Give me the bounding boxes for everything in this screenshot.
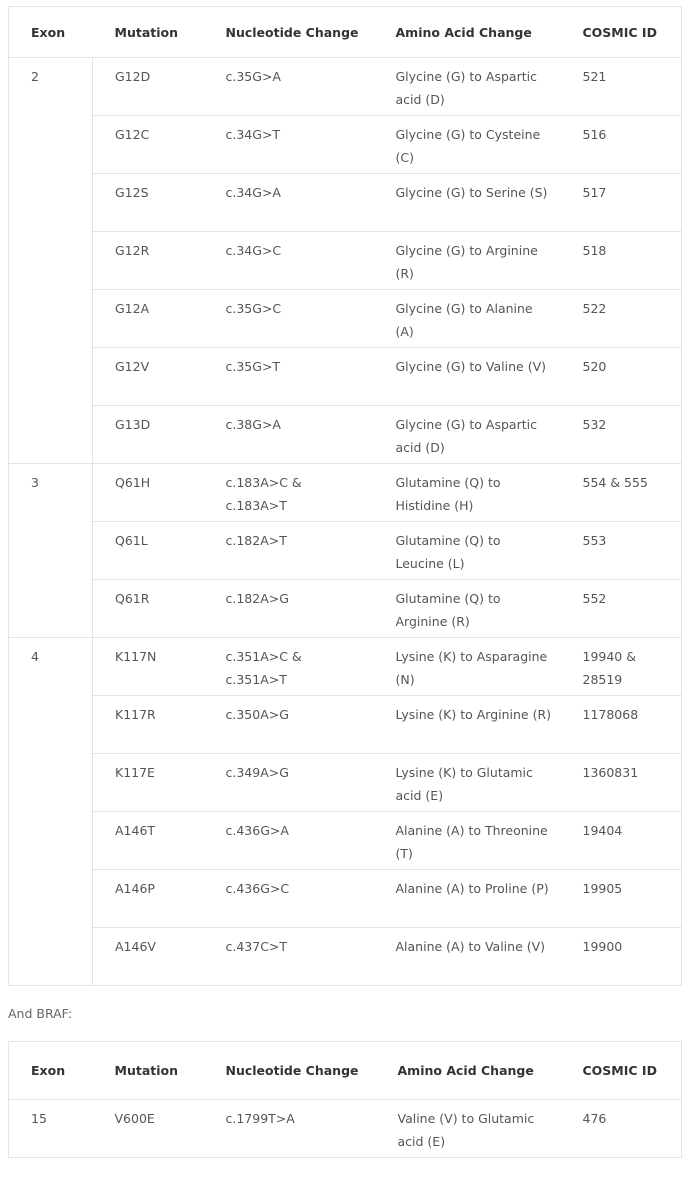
amino-acid-change-cell: Glycine (G) to Valine (V) [374, 348, 561, 406]
mutation-cell: A146V [115, 939, 156, 954]
table-row [9, 174, 682, 232]
header-nucleotide-change: Nucleotide Change [204, 1042, 376, 1100]
table-header-row [9, 1042, 682, 1100]
cosmic-id-cell: 518 [561, 232, 682, 290]
mutation-cell: V600E [114, 1111, 155, 1126]
table-row [9, 348, 682, 406]
nucleotide-change-cell: c.35G>C [204, 290, 374, 348]
header-cosmic-id: COSMIC ID [561, 7, 682, 58]
nucleotide-change-cell: c.35G>A [204, 58, 374, 116]
header-cosmic-id: COSMIC ID [561, 1042, 682, 1100]
mutation-cell: G12V [93, 348, 204, 406]
nucleotide-change-cell: c.350A>G [204, 696, 374, 754]
table-row [9, 870, 682, 928]
amino-acid-change-cell: Glycine (G) to Aspartic acid (D) [374, 58, 561, 116]
mutation-cell: K117E [93, 754, 204, 812]
header-mutation: Mutation [93, 1042, 204, 1100]
nucleotide-change-cell: c.34G>A [204, 174, 374, 232]
amino-acid-change-cell: Glycine (G) to Aspartic acid (D) [374, 406, 561, 464]
mutation-cell: A146P [93, 870, 204, 928]
nucleotide-change-cell: c.351A>C & c.351A>T [204, 638, 374, 696]
mutation-cell: G12A [93, 290, 204, 348]
cosmic-id-cell: 554 & 555 [561, 464, 682, 522]
table-row [9, 464, 682, 522]
amino-acid-change-cell: Lysine (K) to Asparagine (N) [374, 638, 561, 696]
exon-cell: 4 [9, 638, 93, 986]
cosmic-id-cell: 516 [561, 116, 682, 174]
amino-acid-change-cell: Lysine (K) to Arginine (R) [374, 696, 561, 754]
table-row [9, 522, 682, 580]
header-amino-acid-change: Amino Acid Change [376, 1042, 561, 1100]
table-row [9, 406, 682, 464]
kras-mutation-table [8, 6, 682, 986]
mutation-cell: Q61L [93, 522, 204, 580]
braf-mutation-table [8, 1041, 682, 1158]
mutation-cell: G12R [93, 232, 204, 290]
table-row [9, 1100, 682, 1158]
cosmic-id-cell: 553 [561, 522, 682, 580]
header-exon: Exon [9, 7, 93, 58]
cosmic-id-cell: 520 [561, 348, 682, 406]
amino-acid-change-cell: Glycine (G) to Arginine (R) [374, 232, 561, 290]
cosmic-id-cell: 532 [561, 406, 682, 464]
header-amino-acid-change: Amino Acid Change [374, 7, 561, 58]
nucleotide-change-cell: c.437C>T [225, 939, 288, 954]
nucleotide-change-cell: c.436G>A [204, 812, 374, 870]
nucleotide-change-cell: c.34G>T [204, 116, 374, 174]
braf-intro-text: And BRAF: [8, 1006, 73, 1021]
nucleotide-change-cell: c.34G>C [204, 232, 374, 290]
exon-cell: 3 [9, 464, 93, 638]
nucleotide-change-cell: c.182A>G [204, 580, 374, 638]
amino-acid-change-cell: Glycine (G) to Alanine (A) [374, 290, 561, 348]
cosmic-id-cell: 522 [561, 290, 682, 348]
table-row [9, 116, 682, 174]
amino-acid-change-cell: Glutamine (Q) to Arginine (R) [374, 580, 561, 638]
nucleotide-change-cell: c.35G>T [204, 348, 374, 406]
header-mutation: Mutation [93, 7, 204, 58]
cosmic-id-cell: 19900 [582, 939, 623, 954]
mutation-cell: G12D [93, 58, 204, 116]
cosmic-id-cell: 19905 [561, 870, 682, 928]
mutation-cell: A146T [93, 812, 204, 870]
table-header-row [9, 7, 682, 58]
mutation-cell: G12S [93, 174, 204, 232]
nucleotide-change-cell: c.349A>G [204, 754, 374, 812]
table-row [9, 754, 682, 812]
cosmic-id-cell: 1178068 [561, 696, 682, 754]
table-row [9, 638, 682, 696]
table-row [9, 580, 682, 638]
mutation-cell: K117N [93, 638, 204, 696]
exon-cell: 2 [9, 58, 93, 464]
cosmic-id-cell: 19404 [561, 812, 682, 870]
table-row [9, 232, 682, 290]
cosmic-id-cell: 517 [561, 174, 682, 232]
amino-acid-change-cell: Alanine (A) to Proline (P) [374, 870, 561, 928]
amino-acid-change-cell: Glutamine (Q) to Leucine (L) [374, 522, 561, 580]
table-row [9, 58, 682, 116]
mutation-cell: G12C [93, 116, 204, 174]
nucleotide-change-cell: c.1799T>A [225, 1111, 295, 1126]
exon-cell: 15 [31, 1111, 47, 1126]
cosmic-id-cell: 19940 & 28519 [561, 638, 682, 696]
amino-acid-change-cell: Valine (V) to Glutamic acid (E) [397, 1111, 535, 1149]
amino-acid-change-cell: Alanine (A) to Threonine (T) [374, 812, 561, 870]
amino-acid-change-cell: Glycine (G) to Cysteine (C) [374, 116, 561, 174]
mutation-cell: G13D [93, 406, 204, 464]
cosmic-id-cell: 521 [561, 58, 682, 116]
cosmic-id-cell: 476 [582, 1111, 607, 1126]
table-row [9, 696, 682, 754]
table-row [9, 812, 682, 870]
mutation-cell: Q61H [93, 464, 204, 522]
header-exon: Exon [9, 1042, 93, 1100]
nucleotide-change-cell: c.38G>A [204, 406, 374, 464]
table-row [9, 290, 682, 348]
content [8, 6, 681, 1158]
mutation-cell: Q61R [93, 580, 204, 638]
nucleotide-change-cell: c.436G>C [204, 870, 374, 928]
amino-acid-change-cell: Glycine (G) to Serine (S) [374, 174, 561, 232]
amino-acid-change-cell: Glutamine (Q) to Histidine (H) [374, 464, 561, 522]
amino-acid-change-cell: Lysine (K) to Glutamic acid (E) [374, 754, 561, 812]
header-nucleotide-change: Nucleotide Change [204, 7, 374, 58]
cosmic-id-cell: 552 [561, 580, 682, 638]
table-row [9, 928, 682, 986]
nucleotide-change-cell: c.183A>C & c.183A>T [204, 464, 374, 522]
amino-acid-change-cell: Alanine (A) to Valine (V) [395, 939, 546, 954]
nucleotide-change-cell: c.182A>T [204, 522, 374, 580]
mutation-cell: K117R [93, 696, 204, 754]
cosmic-id-cell: 1360831 [561, 754, 682, 812]
